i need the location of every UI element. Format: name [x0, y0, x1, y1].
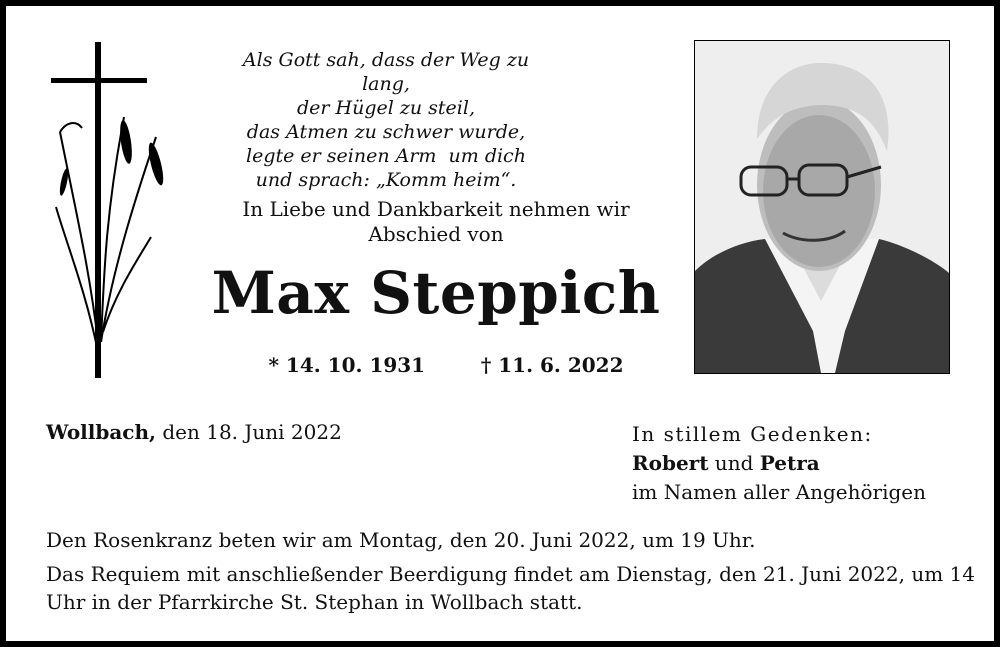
notice-date: den 18. Juni 2022	[156, 420, 342, 444]
birth-date: * 14. 10. 1931	[268, 353, 426, 377]
mourner-name: Robert	[632, 451, 709, 475]
service-notes	[46, 526, 976, 622]
poem-line: Als Gott sah, dass der Weg zu lang,	[242, 49, 530, 95]
place-name: Wollbach,	[46, 420, 156, 444]
poem-line: der Hügel zu steil,	[297, 97, 475, 119]
intro-text	[206, 197, 666, 247]
mourners-names	[632, 449, 926, 478]
death-date: † 11. 6. 2022	[480, 353, 624, 377]
poem-line: das Atmen zu schwer wurde,	[246, 121, 526, 143]
intro-line: Abschied von	[368, 222, 504, 246]
mourners-block	[632, 420, 926, 507]
mourners-relatives: im Namen aller Angehörigen	[632, 480, 927, 504]
mourner-name: Petra	[759, 451, 820, 475]
portrait-photo	[694, 40, 950, 374]
deceased-name: Max Steppich	[211, 259, 661, 327]
place-date	[46, 420, 342, 444]
mourners-title: In stillem Gedenken:	[632, 422, 873, 446]
obituary-card	[6, 6, 994, 641]
rosary-note: Den Rosenkranz beten wir am Montag, den 20. Juni 2022, um 19 Uhr.	[46, 528, 756, 552]
poem	[216, 48, 556, 192]
poem-line: und sprach: „Komm heim“.	[255, 169, 517, 191]
portrait-drawing	[695, 41, 949, 373]
mourner-connector: und	[708, 451, 760, 475]
requiem-note: Das Requiem mit anschließender Beerdigung findet am Dienstag, den 21. Juni 2022, um 14 Uhr in der Pfarrkirche St. Stephan in Wollbach statt.	[46, 562, 975, 614]
poem-line: legte er seinen Arm um dich	[246, 145, 526, 167]
cross-with-wheat-icon	[46, 42, 166, 382]
intro-line: In Liebe und Dankbarkeit nehmen wir	[242, 197, 630, 221]
life-dates	[246, 353, 646, 377]
